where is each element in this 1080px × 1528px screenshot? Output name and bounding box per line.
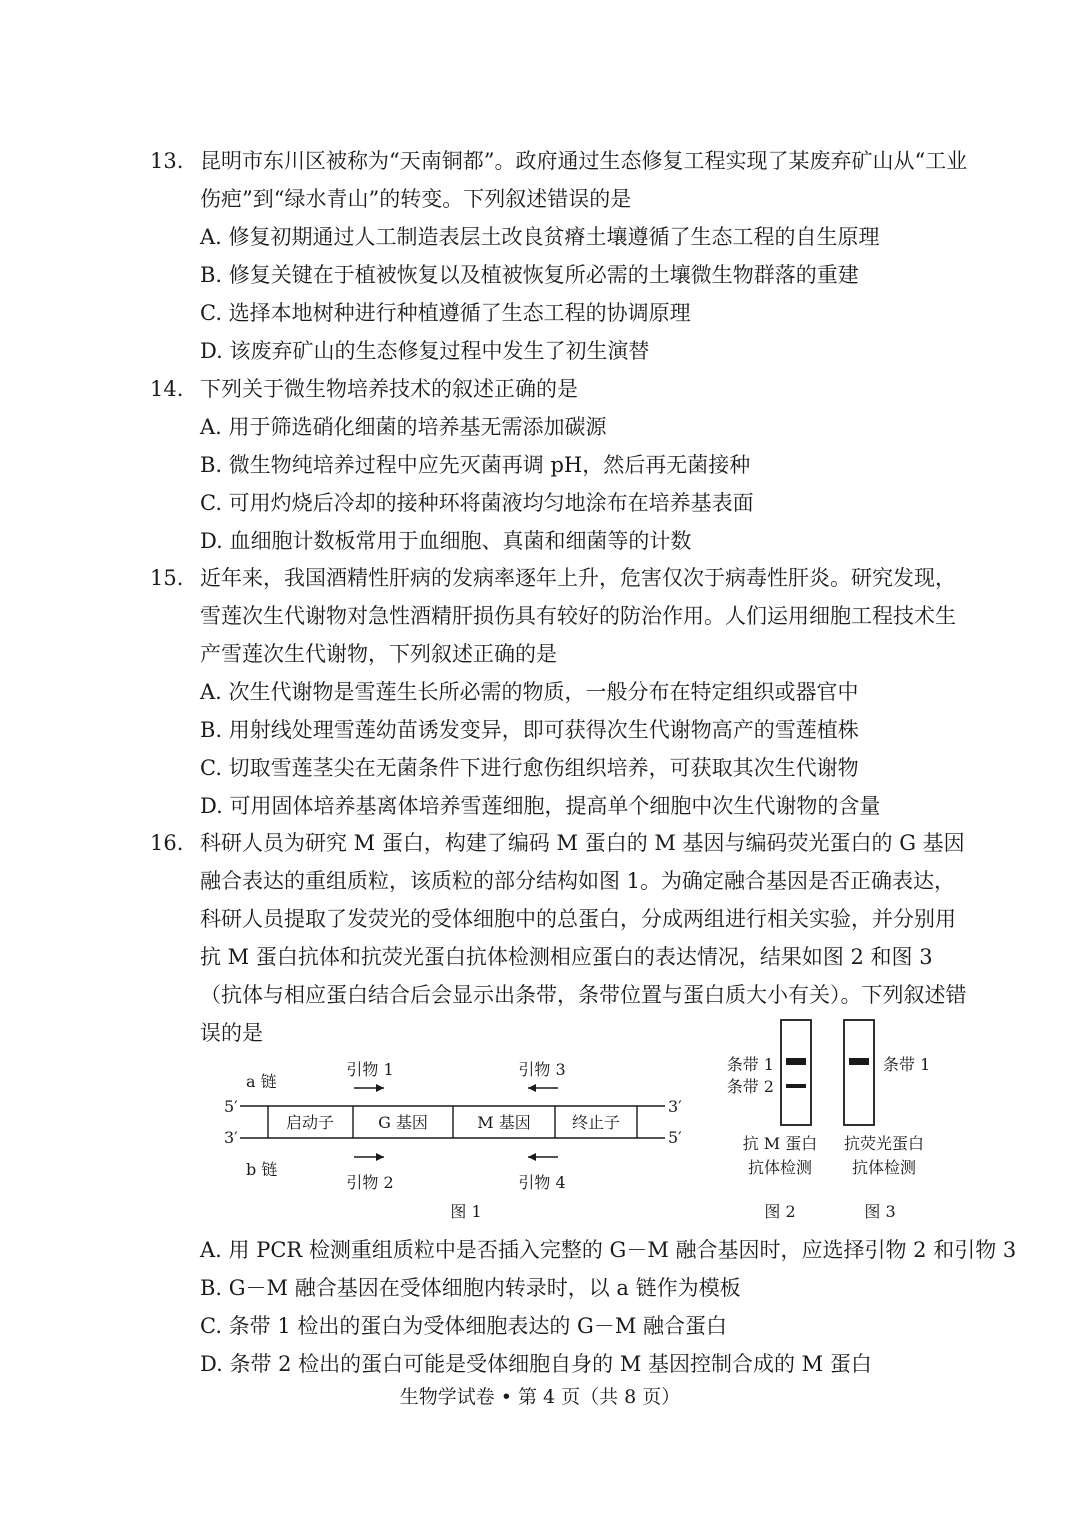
figure-3-caption: 图 3 <box>864 1202 896 1221</box>
primer-1-label: 引物 1 <box>346 1060 394 1079</box>
segment-g-gene: G 基因 <box>378 1113 428 1132</box>
option-b: B. 用射线处理雪莲幼苗诱发变异，即可获得次生代谢物高产的雪莲植株 <box>200 718 859 742</box>
primer-4-arrow-icon <box>528 1153 558 1161</box>
a-chain-3prime: 3′ <box>668 1097 682 1116</box>
option-c: C. 条带 1 检出的蛋白为受体细胞表达的 G－M 融合蛋白 <box>200 1314 728 1338</box>
option-c: C. 可用灼烧后冷却的接种环将菌液均匀地涂布在培养基表面 <box>200 491 754 515</box>
question-15 <box>150 559 970 825</box>
figure-svg <box>0 1010 1080 1230</box>
option-d: D. 条带 2 检出的蛋白可能是受体细胞自身的 M 基因控制合成的 M 蛋白 <box>200 1352 872 1376</box>
figure-1-caption: 图 1 <box>450 1202 482 1221</box>
band-2-mark <box>786 1084 806 1088</box>
b-chain-5prime: 5′ <box>668 1128 682 1147</box>
band-1-label: 条带 1 <box>726 1055 774 1074</box>
band-1-mark <box>786 1058 806 1065</box>
primer-3-arrow-icon <box>528 1084 558 1092</box>
question-13 <box>150 142 970 370</box>
b-chain-label: b 链 <box>246 1160 278 1179</box>
option-c: C. 选择本地树种进行种植遵循了生态工程的协调原理 <box>200 301 691 325</box>
option-d: D. 该废弃矿山的生态修复过程中发生了初生演替 <box>200 339 650 363</box>
question-stem: 科研人员为研究 M 蛋白，构建了编码 M 蛋白的 M 基因与编码荧光蛋白的 G 基因融合表达的重组质粒，该质粒的部分结构如图 1。为确定融合基因是否正确表达，科研人员提取了发荧光的受体细胞中的总蛋白，分成两组进行相关实验，并分别用抗 M 蛋白抗体和抗荧光蛋白抗体检测相应蛋白的表达情况，结果如图 2 和图 3（抗体与相应蛋白结合后会显示出条带，条带位置与蛋白质大小有关）。下列叙述错误的是 <box>200 831 967 1045</box>
primer-1-arrow-icon <box>354 1084 384 1092</box>
b-chain-3prime: 3′ <box>224 1128 238 1147</box>
band-1-mark <box>849 1058 869 1065</box>
option-a: A. 修复初期通过人工制造表层土改良贫瘠土壤遵循了生态工程的自生原理 <box>200 225 880 249</box>
question-14 <box>150 370 970 560</box>
gel-lane <box>844 1020 874 1125</box>
band-1-label: 条带 1 <box>883 1055 931 1074</box>
option-a: A. 用于筛选硝化细菌的培养基无需添加碳源 <box>200 415 607 439</box>
figure-1 <box>224 1060 682 1221</box>
option-a: A. 次生代谢物是雪莲生长所必需的物质，一般分布在特定组织或器官中 <box>200 680 859 704</box>
a-chain-label: a 链 <box>246 1072 277 1091</box>
gel-lane <box>781 1020 811 1125</box>
question-number: 14. <box>150 377 184 401</box>
figures <box>0 1010 1080 1230</box>
figure-3 <box>844 1020 930 1221</box>
band-2-label: 条带 2 <box>726 1077 774 1096</box>
question-number: 13. <box>150 149 184 173</box>
primer-3-label: 引物 3 <box>518 1060 566 1079</box>
option-c: C. 切取雪莲茎尖在无菌条件下进行愈伤组织培养，可获取其次生代谢物 <box>200 756 859 780</box>
question-stem: 下列关于微生物培养技术的叙述正确的是 <box>200 377 578 401</box>
segment-promoter: 启动子 <box>285 1113 335 1132</box>
figure-3-label-line1: 抗荧光蛋白 <box>843 1134 925 1153</box>
option-a: A. 用 PCR 检测重组质粒中是否插入完整的 G－M 融合基因时，应选择引物 2 和引物 3 <box>200 1238 1017 1262</box>
option-b: B. 微生物纯培养过程中应先灭菌再调 pH，然后再无菌接种 <box>200 453 751 477</box>
segment-m-gene: M 基因 <box>477 1113 531 1132</box>
segment-terminator: 终止子 <box>571 1113 621 1132</box>
figure-2 <box>727 1020 818 1221</box>
option-d: D. 可用固体培养基离体培养雪莲细胞，提高单个细胞中次生代谢物的含量 <box>200 794 881 818</box>
option-d: D. 血细胞计数板常用于血细胞、真菌和细菌等的计数 <box>200 529 692 553</box>
figure-2-caption: 图 2 <box>764 1202 796 1221</box>
option-b: B. G－M 融合基因在受体细胞内转录时，以 a 链作为模板 <box>200 1276 741 1300</box>
primer-2-label: 引物 2 <box>346 1173 394 1192</box>
page-footer: 生物学试卷 • 第 4 页（共 8 页） <box>399 1386 681 1408</box>
figure-3-label-line2: 抗体检测 <box>851 1158 917 1177</box>
primer-2-arrow-icon <box>354 1153 384 1161</box>
a-chain-5prime: 5′ <box>224 1097 238 1116</box>
question-stem: 近年来，我国酒精性肝病的发病率逐年上升，危害仅次于病毒性肝炎。研究发现，雪莲次生代谢物对急性酒精肝损伤具有较好的防治作用。人们运用细胞工程技术生产雪莲次生代谢物，下列叙述正确的是 <box>200 566 956 666</box>
question-number: 16. <box>150 831 184 855</box>
figure-2-label-line2: 抗体检测 <box>747 1158 813 1177</box>
figure-2-label-line1: 抗 M 蛋白 <box>742 1134 818 1153</box>
primer-4-label: 引物 4 <box>518 1173 566 1192</box>
option-b: B. 修复关键在于植被恢复以及植被恢复所必需的土壤微生物群落的重建 <box>200 263 859 287</box>
question-16-options <box>150 1231 1017 1383</box>
question-number: 15. <box>150 566 184 590</box>
question-stem: 昆明市东川区被称为“天南铜都”。政府通过生态修复工程实现了某废弃矿山从“工业伤疤”到“绿水青山”的转变。下列叙述错误的是 <box>200 149 968 211</box>
